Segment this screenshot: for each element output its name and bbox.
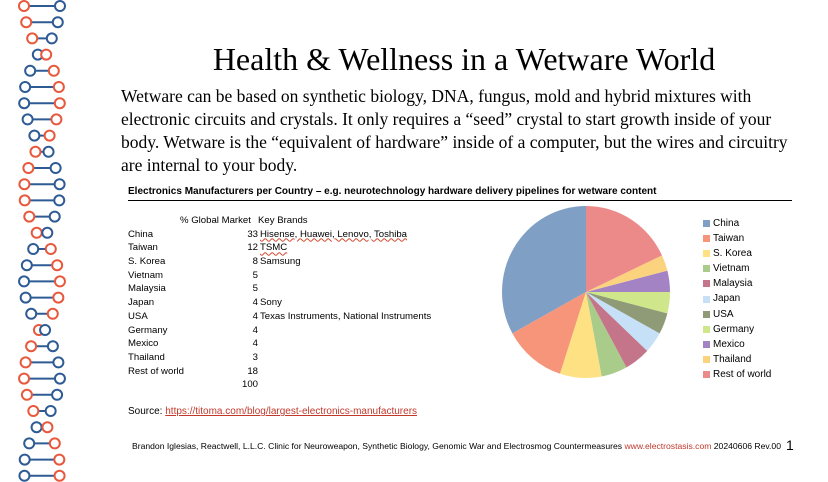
legend-item (703, 276, 771, 291)
dna-node (26, 341, 36, 351)
dna-node (40, 325, 50, 335)
table-cell-pct: 4 (252, 338, 258, 350)
legend-item (703, 261, 771, 276)
dna-node (54, 455, 64, 465)
dna-node (21, 357, 31, 367)
table-cell-brands: TSMC (260, 242, 288, 254)
table-cell-pct: 4 (252, 297, 258, 309)
legend-swatch (703, 311, 710, 318)
legend-label: USA (713, 308, 734, 320)
legend-label: Taiwan (713, 233, 745, 245)
dna-node (55, 276, 65, 286)
dna-node (23, 114, 33, 124)
legend-item (703, 246, 771, 261)
table-cell-country: USA (128, 310, 148, 322)
footer-revision: 20240606 Rev.00 (713, 441, 781, 451)
dna-node (28, 244, 38, 254)
footer (132, 441, 781, 451)
legend-swatch (703, 280, 710, 287)
dna-node (55, 1, 65, 11)
table-cell-country: Taiwan (128, 242, 158, 254)
dna-node (51, 163, 61, 173)
chart-legend (703, 216, 771, 382)
chart-heading: Electronics Manufacturers per Country – e.g. neurotechnology hardware delivery pipelines for wetware content (128, 186, 792, 201)
legend-label: Thailand (713, 353, 752, 365)
dna-node (55, 98, 65, 108)
dna-node (32, 228, 42, 238)
dna-node (22, 260, 32, 270)
dna-node (44, 147, 54, 157)
dna-node (32, 422, 42, 432)
table-cell-pct: 33 (247, 228, 258, 240)
header-pct: % Global Market (180, 215, 251, 226)
legend-swatch (703, 326, 710, 333)
legend-label: China (713, 218, 740, 229)
legend-item (703, 337, 771, 352)
legend-item (703, 216, 771, 231)
table-total: 100 (241, 379, 258, 391)
dna-node (30, 147, 40, 157)
dna-node (48, 341, 58, 351)
table-cell-country: Rest of world (128, 365, 184, 377)
legend-swatch (703, 296, 710, 303)
table-cell-country: Japan (128, 297, 155, 309)
dna-node (19, 374, 29, 384)
dna-node (26, 309, 36, 319)
legend-label: S. Korea (713, 248, 752, 260)
legend-item (703, 291, 771, 306)
dna-node (23, 163, 33, 173)
dna-node (45, 131, 55, 141)
dna-node (53, 17, 63, 27)
dna-helix-decoration (0, 0, 100, 482)
legend-label: Rest of world (713, 368, 772, 380)
legend-item (703, 231, 771, 246)
table-cell-pct: 4 (252, 324, 258, 336)
dna-node (25, 66, 35, 76)
footer-text: Brandon Iglesias, Reactwell, L.L.C. Clinic for Neuroweapon, Synthetic Biology, Genomic War and Electrosmog Countermeasures (132, 441, 623, 451)
legend-swatch (703, 265, 710, 272)
table-cell-pct: 3 (252, 351, 258, 363)
intro-paragraph: Wetware can be based on synthetic biology, DNA, fungus, mold and hybrid mixtures with electronic circuits and crystals. It only requires a “seed” crystal to start growth inside of your body. Wetware is the “equivalent of hardware” inside of a computer, but the wires and circuitry are internal to your body. (121, 86, 788, 175)
legend-label: Malaysia (713, 278, 753, 290)
source-line (128, 406, 417, 417)
dna-node (24, 212, 34, 222)
legend-item (703, 307, 771, 322)
dna-node (19, 98, 29, 108)
source-label: Source: (128, 406, 163, 417)
dna-node (53, 357, 63, 367)
source-link[interactable]: https://titoma.com/blog/largest-electronics-manufacturers (165, 406, 418, 417)
table-cell-pct: 8 (252, 256, 258, 268)
dna-node (22, 390, 32, 400)
dna-node (49, 66, 59, 76)
table-cell-country: China (128, 228, 154, 240)
table-cell-country: Thailand (128, 351, 165, 363)
dna-node (51, 114, 61, 124)
dna-node (46, 406, 56, 416)
table-cell-pct: 18 (247, 365, 258, 377)
dna-node (52, 390, 62, 400)
footer-url[interactable]: www.electrostasis.com (624, 441, 712, 451)
dna-node (54, 195, 64, 205)
dna-node (52, 260, 62, 270)
dna-node (55, 179, 65, 189)
dna-node (20, 455, 30, 465)
legend-item (703, 352, 771, 367)
dna-node (20, 195, 30, 205)
legend-label: Japan (713, 293, 741, 305)
table-cell-country: S. Korea (128, 256, 166, 268)
dna-node (55, 374, 65, 384)
dna-node (48, 309, 58, 319)
dna-node (50, 212, 60, 222)
dna-node (42, 422, 52, 432)
legend-item (703, 322, 771, 337)
table-cell-brands: Sony (260, 297, 282, 309)
legend-swatch (703, 235, 710, 242)
table-cell-country: Mexico (128, 338, 159, 350)
dna-node (21, 293, 31, 303)
dna-node (29, 131, 39, 141)
dna-node (55, 471, 65, 481)
table-cell-brands: Hisense, Huawei, Lenovo, Toshiba (260, 228, 408, 240)
dna-node (27, 33, 37, 43)
table-cell-pct: 5 (252, 269, 258, 281)
table-cell-brands: Samsung (260, 256, 301, 268)
legend-swatch (703, 220, 710, 227)
dna-node (46, 244, 56, 254)
dna-node (20, 82, 30, 92)
dna-node (21, 17, 31, 27)
dna-node (28, 406, 38, 416)
dna-node (54, 82, 64, 92)
legend-swatch (703, 341, 710, 348)
page-number: 1 (786, 437, 794, 453)
legend-swatch (703, 356, 710, 363)
pie-chart (500, 204, 672, 380)
dna-node (19, 179, 29, 189)
legend-label: Mexico (713, 338, 745, 350)
table-cell-pct: 4 (252, 310, 258, 322)
dna-node (47, 33, 57, 43)
dna-node (42, 228, 52, 238)
legend-label: Germany (713, 323, 755, 335)
dna-node (24, 438, 34, 448)
table-cell-pct: 5 (252, 283, 258, 295)
dna-node (41, 50, 51, 60)
legend-label: Vietnam (713, 263, 750, 275)
table-cell-brands: Texas Instruments, National Instruments (260, 310, 432, 322)
legend-item (703, 367, 771, 382)
table-cell-country: Malaysia (128, 283, 166, 295)
table-cell-country: Vietnam (128, 269, 164, 281)
dna-node (53, 293, 63, 303)
dna-node (19, 471, 29, 481)
dna-node (19, 276, 29, 286)
header-brands: Key Brands (258, 215, 308, 226)
table-cell-pct: 12 (247, 242, 258, 254)
table-cell-country: Germany (128, 324, 168, 336)
page-title: Health & Wellness in a Wetware World (212, 41, 716, 77)
dna-node (50, 438, 60, 448)
legend-swatch (703, 250, 710, 257)
legend-swatch (703, 371, 710, 378)
dna-node (19, 1, 29, 11)
